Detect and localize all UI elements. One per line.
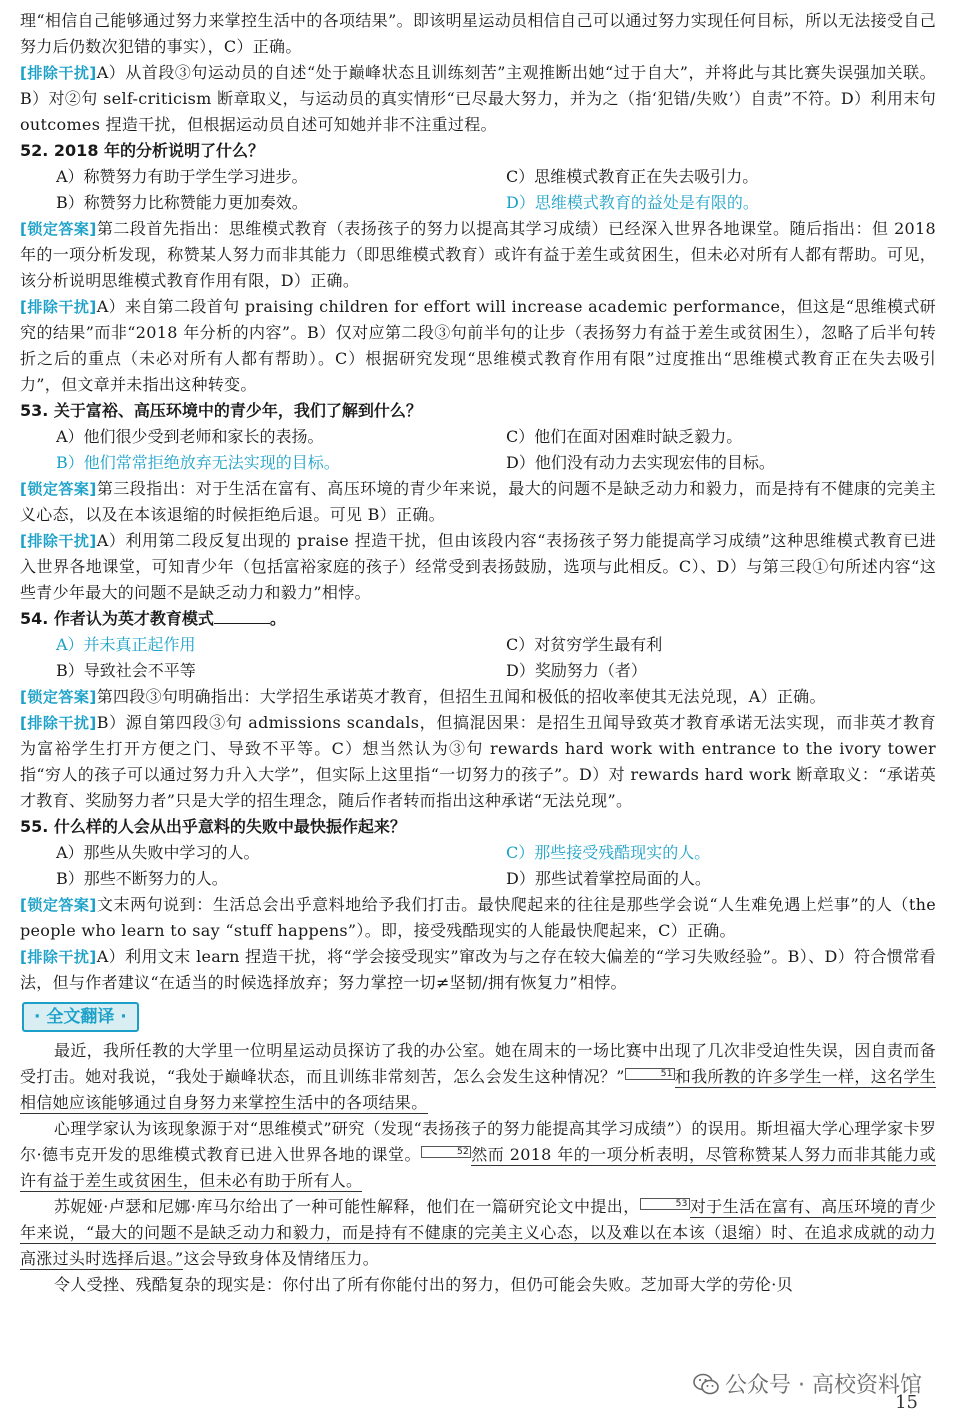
option: C）思维模式教育正在失去吸引力。 (506, 167, 759, 186)
key-tag: [锁定答案] (20, 480, 97, 498)
watermark (693, 1368, 922, 1399)
key-tag: [锁定答案] (20, 688, 97, 706)
option: C）对贫穷学生最有利 (506, 635, 663, 654)
underlined-text: 然而 2018 年的一项分析表明，尽管称赞某人努力而非其能力或许有益于差生或贫困生，但未必有助于所有人。 (20, 1145, 936, 1190)
key-tag: [锁定答案] (20, 896, 97, 914)
translation-section-title: · 全文翻译 · (22, 1002, 139, 1032)
distractor-analysis (20, 710, 936, 814)
page-content (20, 8, 936, 1298)
option: D）奖励努力（者） (506, 661, 647, 680)
translation-paragraph-1 (20, 1038, 936, 1116)
key-text: 文末两句说到：生活总会出乎意料地给予我们打击。最快爬起来的往往是那些学会说“人生难免遇上烂事”的人（the people who learn to say “stuff happens”）。即，接受残酷现实的人能最快爬起来，C）正确。 (20, 895, 936, 940)
distractor-text: B）源自第四段③句 admissions scandals，但搞混因果：是招生丑闻导致英才教育承诺无法实现，而非英才教育为富裕学生打开方便之门、导致不平等。C）想当然认为③句 rewards hard work with entrance to the ivory tower 指“穷人的孩子可以通过努力升入大学”，但实际上这里指“一切努力的孩子”。D）对 rewards hard work 断章取义：“承诺英才教育、奖励努力者”只是大学的招生理念，随后作者转而指出这种承诺“无法兑现”。 (20, 713, 936, 810)
underlined-text: 对于生活在富有、高压环境的青少年来说，“最大的问题不是缺乏动力和毅力，而是持有不健康的完美主义心态，以及难以在本该（退缩）时、在追求成就的动力高涨过头时选择后退。” (20, 1197, 936, 1268)
question-54-options (20, 632, 936, 684)
key-tag: [锁定答案] (20, 220, 97, 238)
question-end: 。 (269, 609, 286, 628)
distractor-tag: [排除干扰] (20, 532, 97, 550)
key-text: 第四段③句明确指出：大学招生承诺英才教育，但招生丑闻和极低的招收率使其无法兑现，A）正确。 (96, 687, 826, 706)
option: D）那些试着掌控局面的人。 (506, 869, 711, 888)
wechat-icon (693, 1373, 719, 1395)
distractor-tag: [排除干扰] (20, 64, 97, 82)
question-54-title (20, 606, 936, 632)
distractor-analysis (20, 528, 936, 606)
distractor-text: A）来自第二段首句 praising children for effort will increase academic performance，但这是“思维模式研究的结果”而非“2018 年分析的内容”。B）仅对应第二段③句前半句的让步（表扬努力有益于差生或贫困生），忽略了后半句转折之后的重点（未必对所有人都有帮助）。C）根据研究发现“思维模式教育作用有限”过度推出“思维模式教育正在失去吸引力”，但文章并未指出这种转变。 (20, 297, 936, 394)
question-text: 54. 作者认为英才教育模式 (20, 609, 214, 628)
correct-option: C）那些接受残酷现实的人。 (506, 843, 711, 862)
option: A）称赞努力有助于学生学习进步。 (56, 167, 308, 186)
option: D）他们没有动力去实现宏伟的目标。 (506, 453, 775, 472)
translation-paragraph-4: 令人受挫、残酷复杂的现实是：你付出了所有你能付出的努力，但仍可能会失败。芝加哥大学的劳伦·贝 (54, 1275, 793, 1294)
translation-text: 最近，我所任教的大学里一位明星运动员探访了我的办公室。她在周末的一场比赛中出现了几次非受迫性失误，因自责而备受打击。她对我说，“我处于巅峰状态，而且训练非常刻苦，怎么会发生这种情况？” (20, 1041, 936, 1086)
underlined-text: 和我所教的许多学生一样，这名学生相信她应该能够通过自身努力来掌控生活中的各项结果。 (20, 1067, 936, 1112)
correct-option: D）思维模式教育的益处是有限的。 (506, 193, 759, 212)
intro-distractor (20, 60, 936, 138)
watermark-text: 公众号 · 高校资料馆 (725, 1373, 922, 1398)
question-marker: 52 (421, 1146, 471, 1158)
answer-key (20, 476, 936, 528)
distractor-text: A）利用第二段反复出现的 praise 捏造干扰，但由该段内容“表扬孩子努力能提高学习成绩”这种思维模式教育已进入世界各地课堂，可知青少年（包括富裕家庭的孩子）经常受到表扬鼓励，选项与此相反。C）、D）与第三段①句所述内容“这些青少年最大的问题不是缺乏动力和毅力”相悖。 (20, 531, 936, 602)
translation-paragraph-2 (20, 1116, 936, 1194)
question-marker: 53 (640, 1198, 690, 1210)
distractor-tag: [排除干扰] (20, 948, 97, 966)
translation-paragraph-3 (20, 1194, 936, 1272)
correct-option: B）他们常常拒绝放弃无法实现的目标。 (56, 453, 340, 472)
option: B）称赞努力比称赞能力更加奏效。 (56, 193, 308, 212)
distractor-text: A）从首段③句运动员的自述“处于巅峰状态且训练刻苦”主观推断出她“过于自大”，并将此与其比赛失误强加关联。B）对②句 self-criticism 断章取义，与运动员的真实情形“已尽最大努力，并为之（指‘犯错/失败’）自责”不符。D）利用末句 outcomes 捏造干扰，但根据运动员自述可知她并非不注重过程。 (20, 63, 936, 134)
distractor-analysis (20, 294, 936, 398)
question-55-title: 55. 什么样的人会从出乎意料的失败中最快振作起来？ (20, 817, 406, 836)
correct-option: A）并未真正起作用 (56, 635, 196, 654)
translation-text: 这会导致身体及情绪压力。 (183, 1249, 380, 1268)
option: C）他们在面对困难时缺乏毅力。 (506, 427, 743, 446)
distractor-analysis (20, 944, 936, 996)
translation-text: 苏妮娅·卢瑟和尼娜·库马尔给出了一种可能性解释，他们在一篇研究论文中提出， (54, 1197, 640, 1216)
distractor-text: A）利用文末 learn 捏造干扰，将“学会接受现实”窜改为与之存在较大偏差的“学习失败经验”。B）、D）符合惯常看法，但与作者建议“在适当的时候选择放弃；努力掌控一切≠坚韧/拥有恢复力”相悖。 (20, 947, 936, 992)
question-53-title: 53. 关于富裕、高压环境中的青少年，我们了解到什么？ (20, 401, 422, 420)
answer-blank (214, 609, 270, 624)
question-52-title: 52. 2018 年的分析说明了什么？ (20, 141, 265, 160)
answer-key (20, 216, 936, 294)
answer-key (20, 892, 936, 944)
distractor-tag: [排除干扰] (20, 714, 97, 732)
distractor-tag: [排除干扰] (20, 298, 97, 316)
question-55-options (20, 840, 936, 892)
intro-paragraph: 理“相信自己能够通过努力来掌控生活中的各项结果”。即该明星运动员相信自己可以通过努力实现任何目标，所以无法接受自己努力后仍数次犯错的事实），C）正确。 (20, 11, 936, 56)
option: B）那些不断努力的人。 (56, 869, 228, 888)
key-text: 第三段指出：对于生活在富有、高压环境的青少年来说，最大的问题不是缺乏动力和毅力，而是持有不健康的完美主义心态，以及在本该退缩的时候拒绝后退。可见 B）正确。 (20, 479, 936, 524)
option: A）他们很少受到老师和家长的表扬。 (56, 427, 324, 446)
option: B）导致社会不平等 (56, 661, 196, 680)
question-marker: 51 (625, 1068, 675, 1080)
page-number: 15 (895, 1392, 918, 1413)
answer-key (20, 684, 936, 710)
translation-text: 心理学家认为该现象源于对“思维模式”研究（发现“表扬孩子的努力能提高其学习成绩”）的误用。斯坦福大学心理学家卡罗尔·德韦克开发的思维模式教育已进入世界各地的课堂。 (20, 1119, 936, 1164)
key-text: 第二段首先指出：思维模式教育（表扬孩子的努力以提高其学习成绩）已经深入世界各地课堂。随后指出：但 2018 年的一项分析发现，称赞某人努力而非其能力（即思维模式教育）或许有益于差生或贫困生，但未必对所有人都有帮助。可见，该分析说明思维模式教育作用有限，D）正确。 (20, 219, 936, 290)
option: A）那些从失败中学习的人。 (56, 843, 260, 862)
question-52-options (20, 164, 936, 216)
question-53-options (20, 424, 936, 476)
